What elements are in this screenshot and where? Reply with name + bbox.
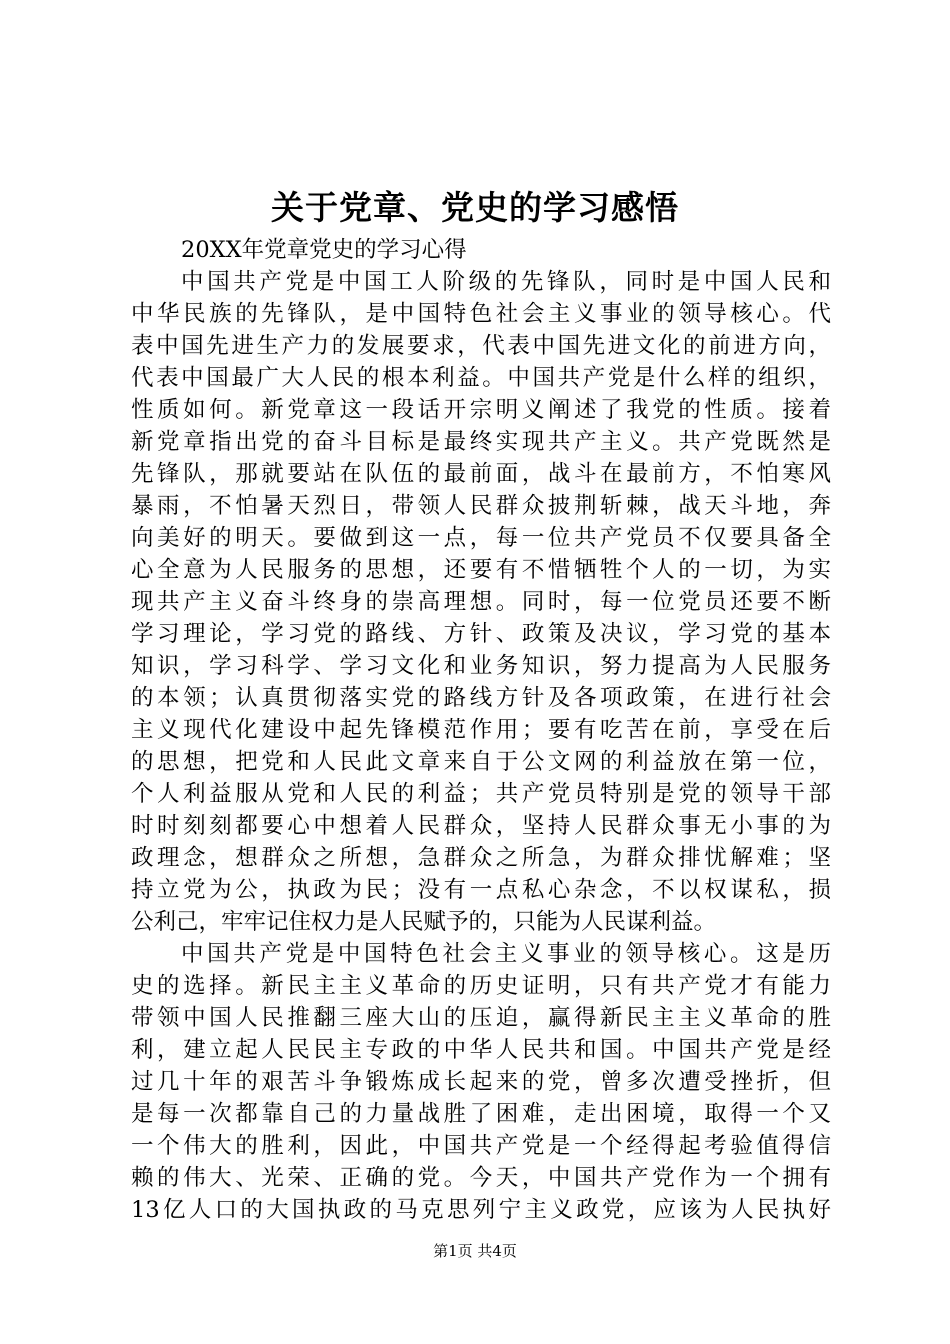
paragraph-1-line: 主义现代化建设中起先锋模范作用；要有吃苦在前，享受在后 (131, 717, 831, 743)
paragraph-2-line: 过几十年的艰苦斗争锻炼成长起来的党，曾多次遭受挫折，但 (131, 1069, 831, 1095)
paragraph-1-line: 代表中国最广大人民的根本利益。中国共产党是什么样的组织， (131, 365, 831, 391)
paragraph-1-line: 持立党为公，执政为民；没有一点私心杂念，不以权谋私，损 (131, 877, 831, 903)
document-body (131, 234, 831, 1226)
document-subtitle: 20XX年党章党史的学习心得 (181, 237, 467, 263)
paragraph-1-line: 学习理论，学习党的路线、方针、政策及决议，学习党的基本 (131, 621, 831, 647)
paragraph-1-line: 暴雨，不怕暑天烈日，带领人民群众披荆斩棘，战天斗地，奔 (131, 493, 831, 519)
paragraph-1-line: 中华民族的先锋队，是中国特色社会主义事业的领导核心。代 (131, 301, 831, 327)
paragraph-1-line: 新党章指出党的奋斗目标是最终实现共产主义。共产党既然是 (131, 429, 831, 455)
paragraph-1-line: 心全意为人民服务的思想，还要有不惜牺牲个人的一切，为实 (131, 557, 831, 583)
document-title: 关于党章、党史的学习感悟 (271, 188, 679, 227)
paragraph-1 (131, 266, 831, 938)
paragraph-1-line: 知识，学习科学、学习文化和业务知识，努力提高为人民服务 (131, 653, 831, 679)
paragraph-1-line: 先锋队，那就要站在队伍的最前面，战斗在最前方，不怕寒风 (131, 461, 831, 487)
paragraph-1-line: 时时刻刻都要心中想着人民群众，坚持人民群众事无小事的为 (131, 813, 831, 839)
paragraph-1-line: 公利己，牢牢记住权力是人民赋予的，只能为人民谋利益。 (131, 909, 717, 935)
paragraph-2-line: 带领中国人民推翻三座大山的压迫，赢得新民主主义革命的胜 (131, 1005, 831, 1031)
paragraph-1-line: 性质如何。新党章这一段话开宗明义阐述了我党的性质。接着 (131, 397, 831, 423)
paragraph-2-line: 利，建立起人民民主专政的中华人民共和国。中国共产党是经 (131, 1037, 831, 1063)
paragraph-1-line: 个人利益服从党和人民的利益；共产党员特别是党的领导干部 (131, 781, 831, 807)
paragraph-1-line: 中国共产党是中国工人阶级的先锋队，同时是中国人民和 (181, 269, 831, 295)
paragraph-1-line: 向美好的明天。要做到这一点，每一位共产党员不仅要具备全 (131, 525, 831, 551)
paragraph-1-line: 政理念，想群众之所想，急群众之所急，为群众排忧解难；坚 (131, 845, 831, 871)
paragraph-2-line: 一个伟大的胜利，因此，中国共产党是一个经得起考验值得信 (131, 1133, 831, 1159)
paragraph-1-line: 表中国先进生产力的发展要求，代表中国先进文化的前进方向， (131, 333, 831, 359)
paragraph-1-line: 现共产主义奋斗终身的崇高理想。同时，每一位党员还要不断 (131, 589, 831, 615)
paragraph-2-line: 赖的伟大、光荣、正确的党。今天，中国共产党作为一个拥有 (131, 1165, 831, 1191)
paragraph-2-line: 13亿人口的大国执政的马克思列宁主义政党，应该为人民执好 (131, 1197, 831, 1223)
paragraph-2-line: 是每一次都靠自己的力量战胜了困难，走出困境，取得一个又 (131, 1101, 831, 1127)
paragraph-2 (131, 938, 831, 1226)
paragraph-1-line: 的本领；认真贯彻落实党的路线方针及各项政策，在进行社会 (131, 685, 831, 711)
paragraph-1-line: 的思想，把党和人民此文章来自于公文网的利益放在第一位， (131, 749, 831, 775)
paragraph-2-line: 中国共产党是中国特色社会主义事业的领导核心。这是历 (181, 941, 831, 967)
paragraph-2-line: 史的选择。新民主主义革命的历史证明，只有共产党才有能力 (131, 973, 831, 999)
page-footer: 第1页 共4页 (433, 1242, 517, 1260)
